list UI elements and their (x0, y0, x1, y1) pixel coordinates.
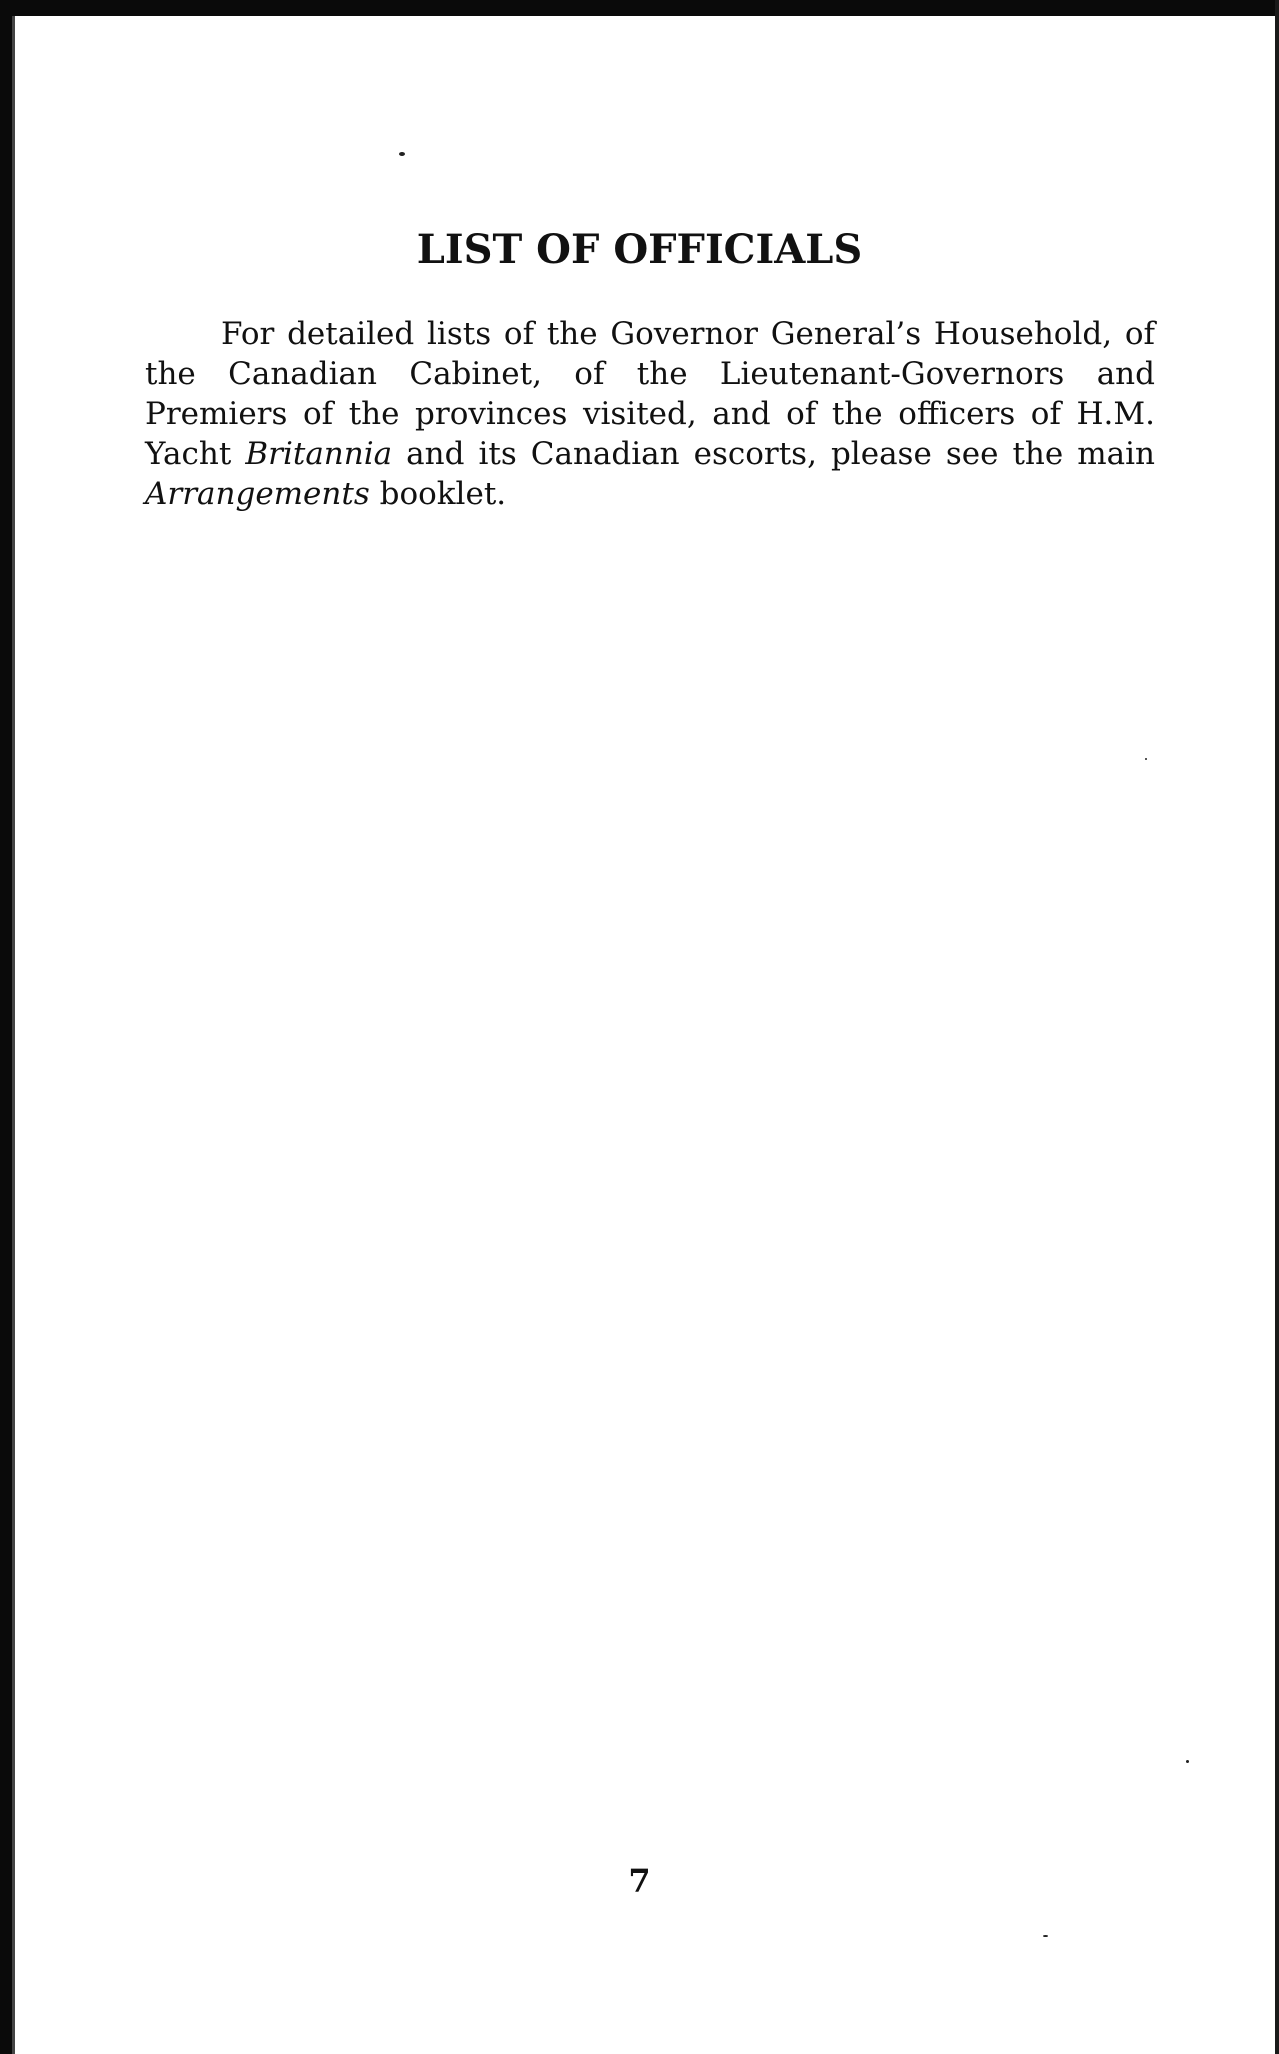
scan-right-edge (1275, 0, 1279, 2054)
page-title: LIST OF OFFICIALS (416, 226, 863, 273)
scan-left-border (0, 0, 12, 2054)
scan-left-shadow (12, 16, 15, 2054)
scan-speck (399, 152, 405, 156)
scan-top-border (0, 0, 1279, 16)
scan-speck (1145, 758, 1147, 760)
scan-speck (1186, 1760, 1189, 1763)
paragraph-text: For detailed lists of the Governor General’s Household, of the Canadian Cabinet, of the Lieutenant-Governors and Premiers of the provinces visited, and of the officers of H.M. Yacht (145, 316, 1155, 472)
scan-speck (1043, 1935, 1048, 1937)
paragraph-emphasis-arrangements: Arrangements (145, 476, 370, 512)
paragraph-text: booklet. (369, 476, 507, 512)
page-number: 7 (628, 1862, 651, 1900)
body-paragraph (145, 314, 1155, 514)
paragraph-emphasis-britannia: Britannia (245, 436, 393, 472)
paragraph-text: and its Canadian escorts, please see the main (392, 436, 1155, 472)
